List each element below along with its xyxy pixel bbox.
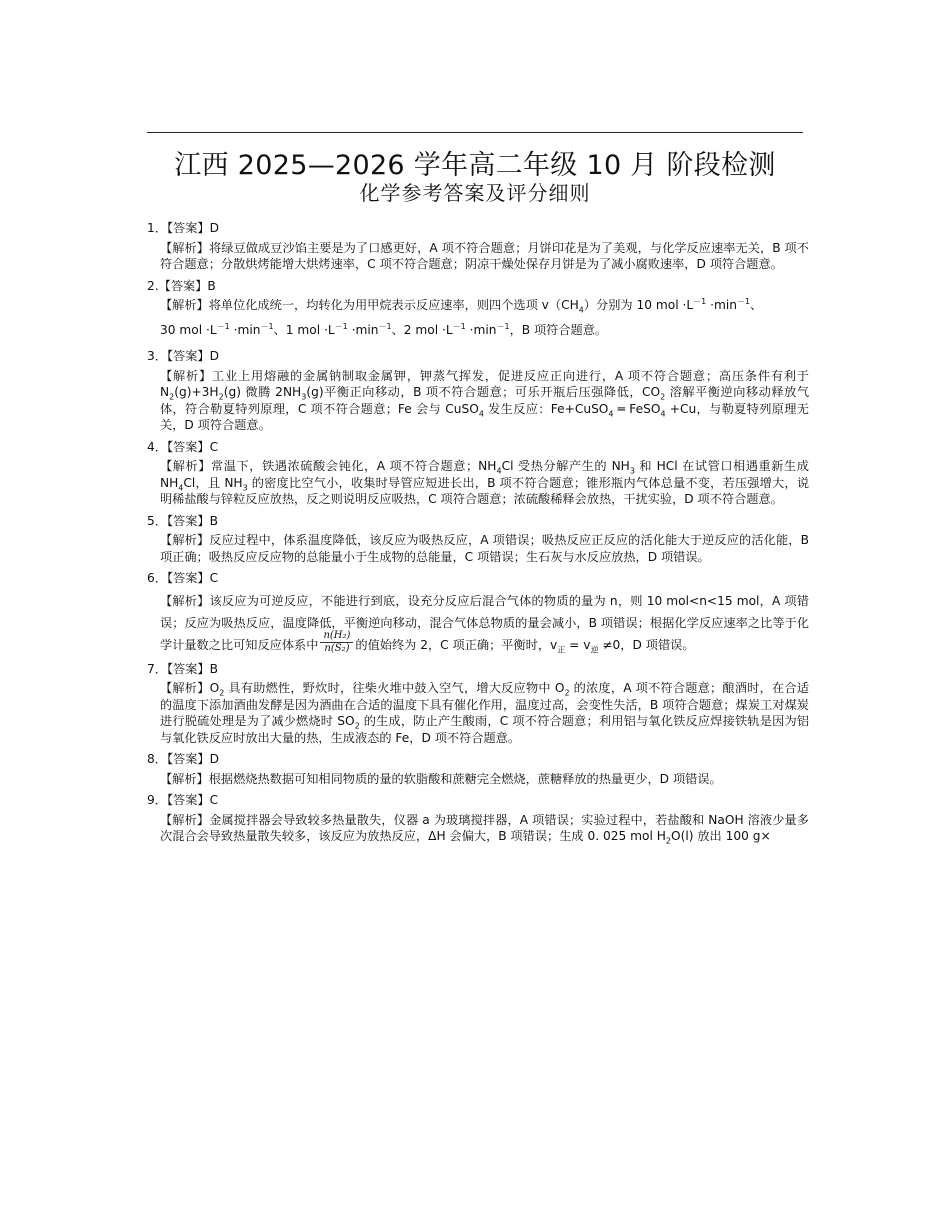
answer-8: 8．【答案】D (147, 752, 219, 766)
explanation-3: 【解析】工业上用熔融的金属钠制取金属钾，钾蒸气挥发，促进反应正向进行，A 项不符合题意；高压条件有利于 $N_2(g)+3H_2(g)$ 微腾 $2NH_3(g)$平衡正向移动，B 项不符合题意；可乐开瓶后压强降低，$CO_2$ 溶解平衡逆向移动释放气体，符合勒夏特列原理，C 项不符合题意；Fe 会与 CuSO$_4$ 发生反应：Fe+CuSO$_4$ ═ FeSO$_4$ +Cu，与勒夏特列原理无关，D 项符合题意。 (160, 368, 810, 432)
answer-7: 7．【答案】B (147, 661, 218, 676)
answer-list (147, 218, 809, 850)
explanation-8: 【解析】根据燃烧热数据可知相同物质的量的软脂酸和蔗糖完全燃烧，蔗糖释放的热量更少，D 项错误。 (160, 771, 722, 786)
answer-3: 3．【答案】D (147, 349, 219, 363)
page-title: 江西 2025—2026 学年高二年级 10 月 阶段检测 (174, 150, 776, 181)
answer-4: 4．【答案】C (147, 439, 219, 454)
answer-9: 9．【答案】C (147, 793, 219, 807)
answer-6: 6．【答案】C (147, 571, 219, 585)
explanation-7: 【解析】$O_2$ 具有助燃性，野炊时，往柴火堆中鼓入空气，增大反应物中 $O_2$ 的浓度，A 项不符合题意；酿酒时，在合适的温度下添加酒曲发酵是因为酒曲在合适的温度下具有催化作用，温度过高，会变性失活，B 项符合题意；煤炭工对煤炭进行脱硫处理是为了减少燃烧时 $SO_2$ 的生成，防止产生酸雨，C 项不符合题意；利用铝与氧化铁反应焊接铁轨是因为铝与氧化铁反应时放出大量的热，生成液态的 Fe，D 项不符合题意。 (160, 681, 810, 745)
explanation-2: 【解析】将单位化成统一，均转化为用甲烷表示反应速率，则四个选项 $v(CH_4)$分别为 10 mol $\cdot L^{-1} \cdot\min^{-1}$、 30 mol $\cdot L^{-1} \cdot\min^{-1}$、1 mol $\cdot L^{-1} \cdot\min^{-1}$、2 mol $\cdot L^{-1} \cdot\min^{-1}$，B 项符合题意。 (160, 296, 763, 337)
explanation-1: 【解析】将绿豆做成豆沙馅主要是为了口感更好，A 项不符合题意；月饼印花是为了美观，与化学反应速率无关，B 项不符合题意；分散烘烤能增大烘烤速率，C 项不符合题意；阴凉干燥处保存月饼是为了减小腐败速率，D 项符合题意。 (160, 240, 809, 271)
answer-2: 2.【答案】B (147, 278, 216, 293)
explanation-9: 【解析】金属搅拌器会导致较多热量散失，仪器 a 为玻璃搅拌器，A 项错误；实验过程中，若盐酸和 NaOH 溶液少量多次混合会导致热量散失较多，该反应为放热反应，ΔH 会偏大，B 项错误；生成 0. 025 mol $H_2O(l)$ 放出 100 g× (160, 812, 809, 846)
ratio-fraction: $\frac{\text{n(H₂)}}{\text{n(S₂)}}$ (320, 630, 353, 655)
header-rule (147, 132, 803, 133)
explanation-4: 【解析】常温下，铁遇浓硫酸会钝化，A 项不符合题意；$NH_4Cl$ 受热分解产生的 $NH_3$ 和 HCl 在试管口相遇重新生成 $NH_4Cl$，且 $NH_3$ 的密度比空气小，收集时导管应短进长出，B 项不符合题意；锥形瓶内气体总量不变，若压强增大，说明稀盐酸与锌粒反应放热，反之则说明反应吸热，C 项符合题意；浓硫酸稀释会放热，干扰实验，D 项不符合题意。 (160, 459, 810, 506)
explanation-5: 【解析】反应过程中，体系温度降低，该反应为吸热反应，A 项错误；吸热反应正反应的活化能大于逆反应的活化能，B 项正确；吸热反应反应物的总能量小于生成物的总能量，C 项错误；生石灰与水反应放热，D 项错误。 (160, 533, 809, 564)
answer-5: 5．【答案】B (147, 513, 218, 528)
explanation-6: 【解析】该反应为可逆反应，不能进行到底，设充分反应后混合气体的物质的量为 n，则 10 mol<n<15 mol，A 项错误；反应为吸热反应，温度降低，平衡逆向移动，混合气体总物质的量会减小，B 项错误；根据化学反应速率之比等于化学计量数之比可知反应体系中 $\frac{\text{n(H₂)}}{\text{n(S₂)}}$ 的值始终为 2，C 项正确；平衡时，$v_正 = v_逆 \ne 0$，D 项错误。 (160, 593, 809, 654)
page-subtitle: 化学参考答案及评分细则 (359, 181, 591, 205)
answer-1: 1．【答案】D (147, 221, 219, 235)
